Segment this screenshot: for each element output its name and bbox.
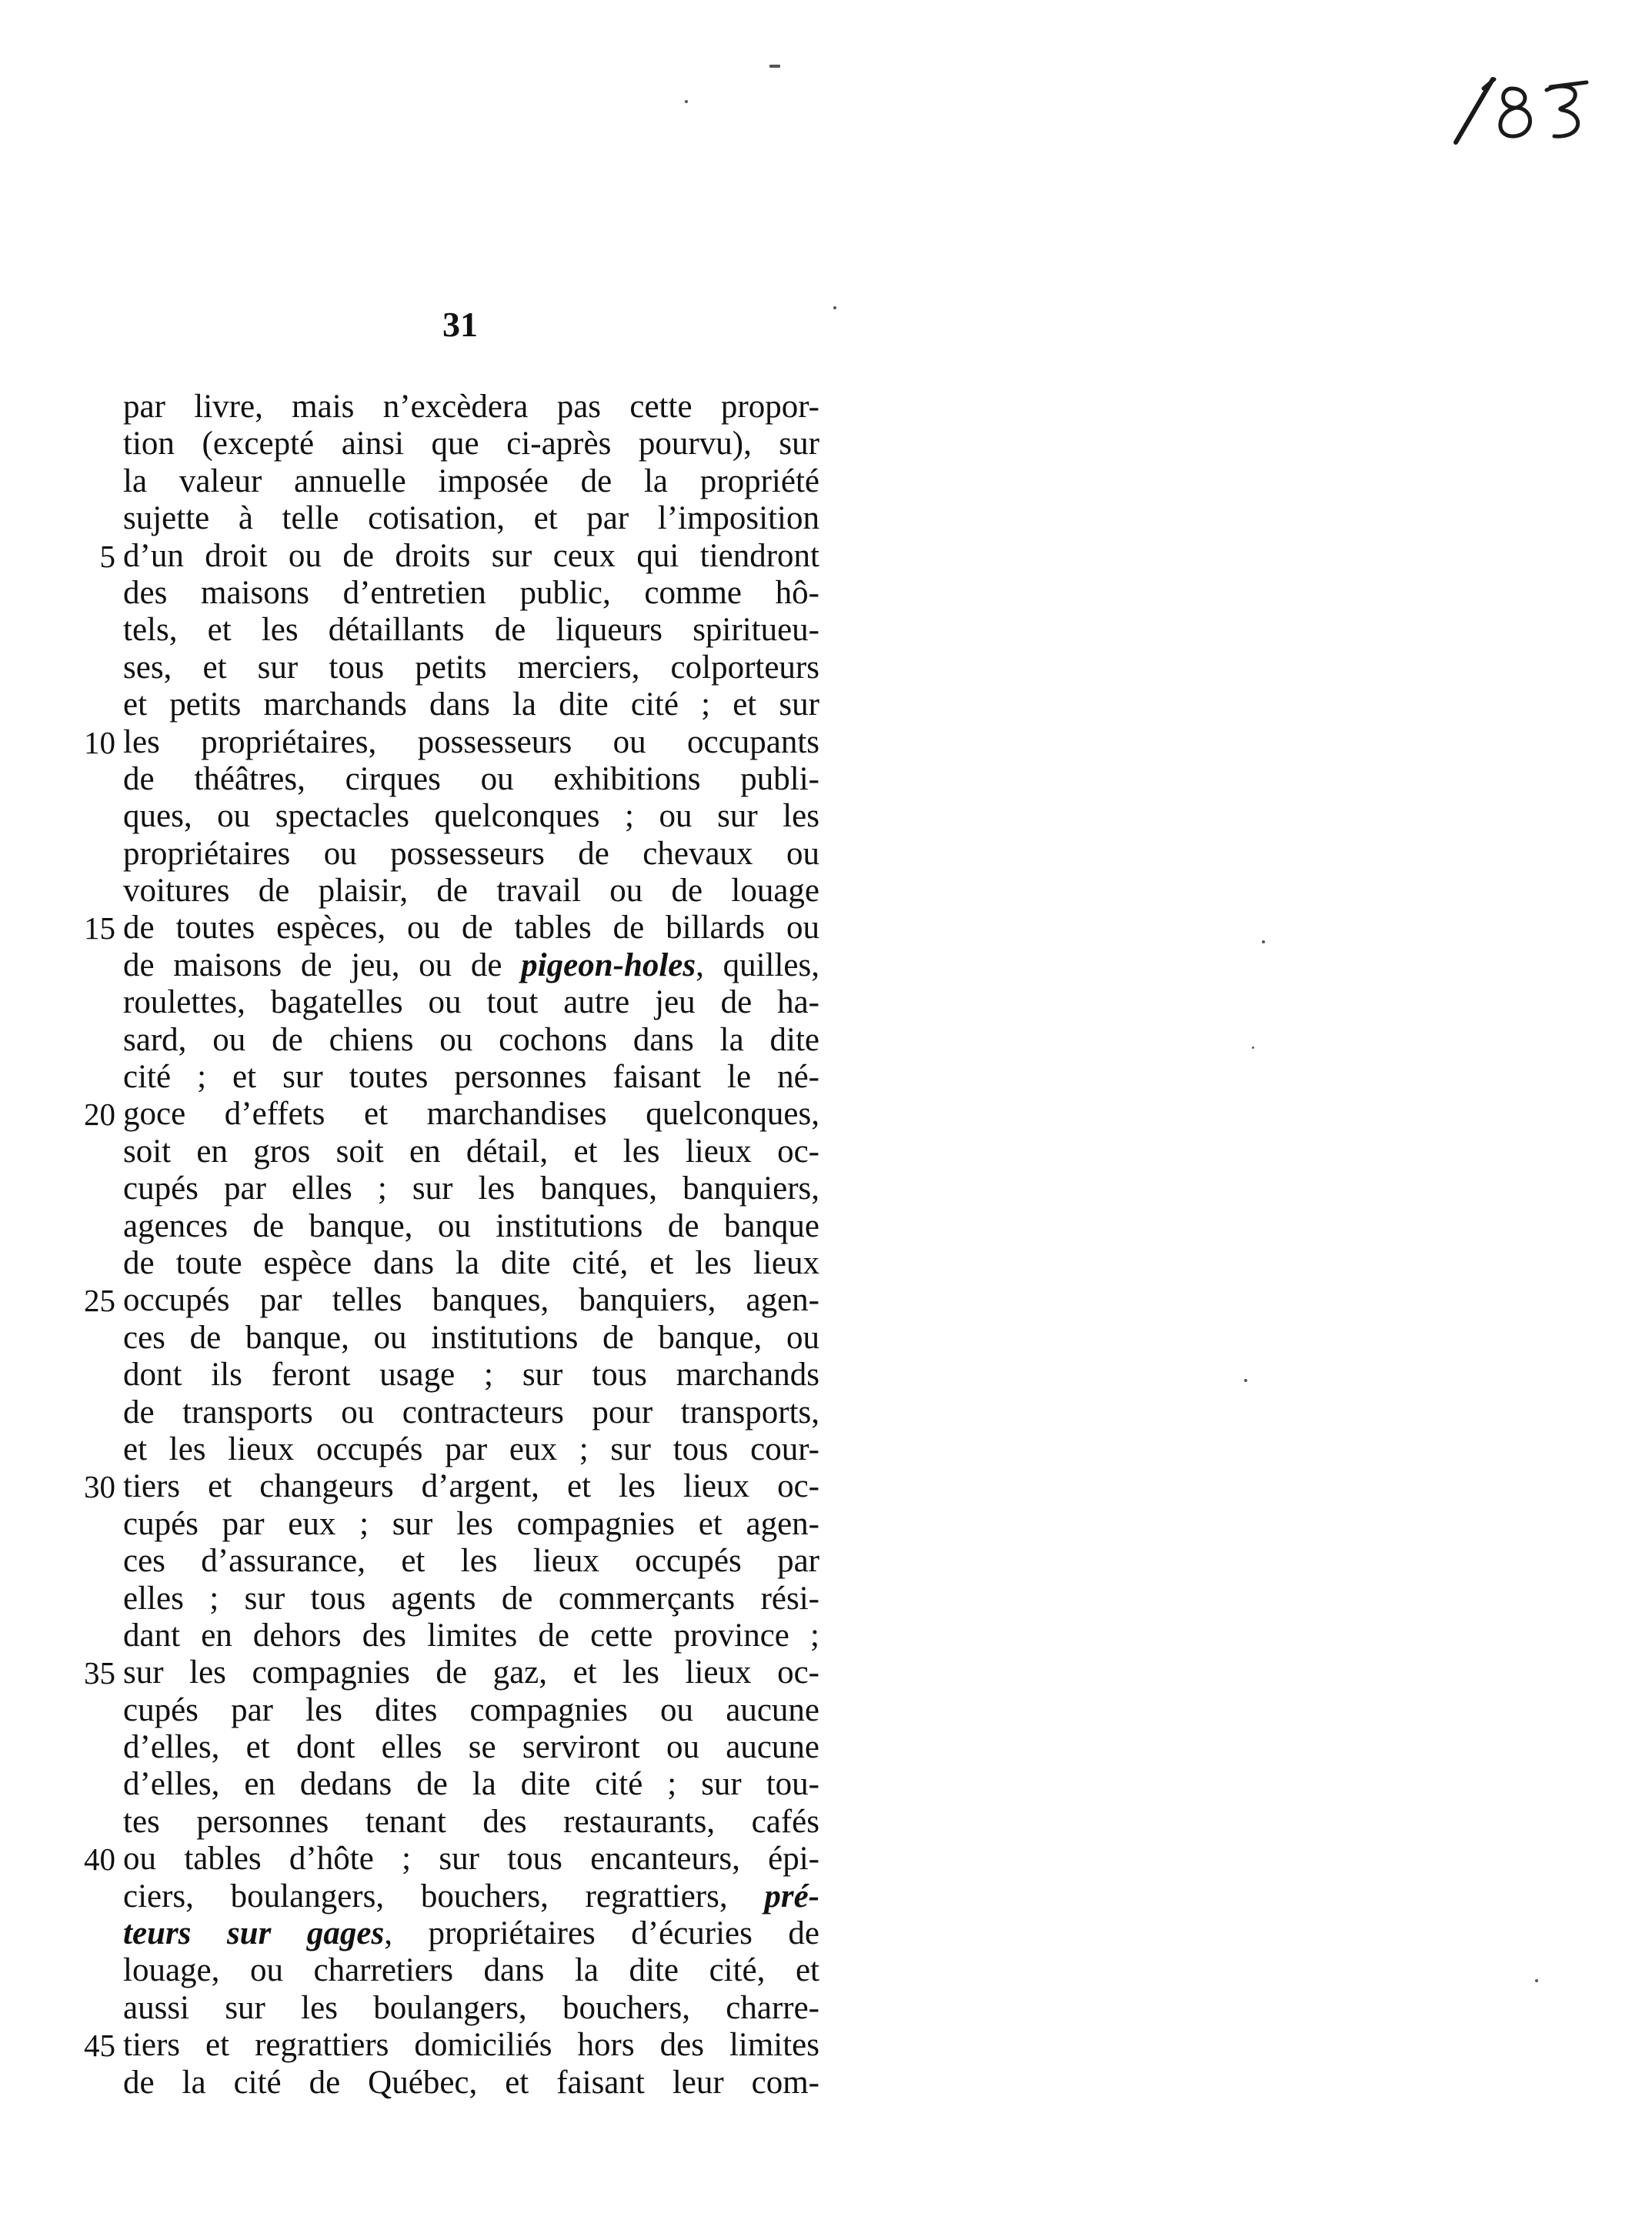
line-text: propriétaires ou possesseurs de chevaux ou: [123, 835, 819, 872]
line-text: [123, 1915, 819, 1952]
text-line: [123, 649, 819, 686]
line-text-segment: ciers, boulangers, bouchers, regrattiers,: [123, 1878, 765, 1915]
line-number: 40: [84, 1841, 115, 1878]
line-text: sur les compagnies de gaz, et les lieux oc-: [123, 1654, 819, 1691]
scan-speck: [1244, 1379, 1247, 1382]
text-line: [84, 2027, 819, 2064]
text-line: [123, 575, 819, 612]
scan-speck: [1252, 1047, 1254, 1049]
text-line: [123, 612, 819, 649]
line-text: dant en dehors des limites de cette province ;: [123, 1617, 819, 1654]
page-number: 31: [442, 305, 478, 344]
text-line: [123, 1990, 819, 2027]
line-number: 15: [84, 910, 115, 946]
text-line: [123, 836, 819, 873]
text-line: [123, 1543, 819, 1580]
text-line: [123, 1617, 819, 1654]
line-text: voitures de plaisir, de travail ou de louage: [123, 873, 819, 910]
line-text: aussi sur les boulangers, bouchers, charre-: [123, 1989, 819, 2026]
line-text: de transports ou contracteurs pour transports,: [123, 1394, 819, 1430]
line-text: sard, ou de chiens ou cochons dans la dite: [123, 1021, 819, 1058]
line-text: cupés par eux ; sur les compagnies et agen-: [123, 1505, 819, 1542]
line-text: de toutes espèces, ou de tables de billards ou: [123, 910, 819, 946]
line-text: tiers et changeurs d’argent, et les lieux oc-: [123, 1468, 819, 1505]
text-line: [123, 686, 819, 723]
line-text-segment: de maisons de jeu, ou de: [123, 946, 522, 983]
text-line: [123, 1357, 819, 1394]
line-text: et les lieux occupés par eux ; sur tous cour-: [123, 1430, 819, 1467]
text-line: [123, 1059, 819, 1096]
line-text: sujette à telle cotisation, et par l’imposition: [123, 500, 819, 537]
line-text: tion (excepté ainsi que ci-après pourvu), sur: [123, 426, 819, 462]
line-text: tels, et les détaillants de liqueurs spiritueu-: [123, 612, 819, 649]
line-text: goce d’effets et marchandises quelconques,: [123, 1096, 819, 1133]
text-line: [99, 537, 819, 575]
text-line: [123, 1208, 819, 1245]
text-line: [123, 463, 819, 500]
text-line: [123, 798, 819, 835]
line-text: occupés par telles banques, banquiers, agen-: [123, 1282, 819, 1319]
line-text: d’elles, et dont elles se serviront ou aucune: [123, 1729, 819, 1766]
text-line: [123, 947, 819, 984]
text-line: [123, 426, 819, 462]
line-text-segment: , propriétaires d’écuries de: [384, 1915, 819, 1952]
line-text: cupés par elles ; sur les banques, banquiers,: [123, 1170, 819, 1207]
text-line: [123, 1506, 819, 1543]
line-text: elles ; sur tous agents de commerçants rési-: [123, 1580, 819, 1617]
line-number: 45: [84, 2028, 115, 2064]
line-text-italic: pigeon-holes: [521, 946, 696, 983]
line-text: cupés par les dites compagnies ou aucune: [123, 1691, 819, 1728]
line-text-segment: ou tables d’hôte ; sur tous encanteurs, épi-: [123, 1841, 819, 1878]
text-line: [123, 1581, 819, 1617]
line-text: ques, ou spectacles quelconques ; ou sur les: [123, 798, 819, 835]
line-text: de toute espèce dans la dite cité, et les lieux: [123, 1244, 819, 1281]
text-line: [123, 500, 819, 537]
line-text: roulettes, bagatelles ou tout autre jeu de ha-: [123, 984, 819, 1021]
text-line: [123, 1394, 819, 1431]
line-number: 25: [84, 1283, 115, 1319]
line-text: [123, 1841, 819, 1878]
line-text: ces d’assurance, et les lieux occupés par: [123, 1543, 819, 1580]
line-text: [123, 947, 819, 984]
line-text: la valeur annuelle imposée de la propriété: [123, 462, 819, 499]
text-line: [123, 761, 819, 798]
line-text: louage, ou charretiers dans la dite cité, et: [123, 1952, 819, 1989]
text-line: [123, 1915, 819, 1952]
line-number: 35: [84, 1655, 115, 1691]
scan-speck: [1535, 1979, 1538, 1982]
text-line: [84, 1282, 819, 1319]
body-text: [84, 389, 819, 2101]
text-line: [123, 1766, 819, 1803]
line-text: ces de banque, ou institutions de banque, ou: [123, 1319, 819, 1356]
line-text: ses, et sur tous petits merciers, colporteurs: [123, 649, 819, 686]
text-line: [123, 1170, 819, 1207]
scan-speck: [833, 306, 836, 309]
line-text: agences de banque, ou institutions de banque: [123, 1207, 819, 1244]
text-line: [84, 1841, 819, 1878]
text-line: [123, 2065, 819, 2101]
line-text: dont ils feront usage ; sur tous marchands: [123, 1357, 819, 1394]
text-line: [84, 1468, 819, 1505]
text-line: [123, 984, 819, 1021]
line-number: 20: [84, 1097, 115, 1133]
scan-speck: [685, 100, 688, 103]
scan-speck: [1262, 940, 1265, 943]
text-line: [123, 1804, 819, 1841]
line-text: cité ; et sur toutes personnes faisant le né-: [123, 1059, 819, 1096]
line-text: les propriétaires, possesseurs ou occupants: [123, 723, 819, 760]
text-line: [84, 723, 819, 761]
text-line: [84, 910, 819, 946]
line-text: de la cité de Québec, et faisant leur com-: [123, 2064, 819, 2101]
line-text: des maisons d’entretien public, comme hô-: [123, 574, 819, 611]
line-text: d’un droit ou de droits sur ceux qui tiendront: [123, 537, 819, 574]
text-line: [123, 1245, 819, 1282]
handwritten-folio-number: [1439, 65, 1600, 150]
line-text: [123, 1878, 819, 1915]
text-line: [123, 1133, 819, 1170]
line-number: 10: [84, 724, 115, 760]
line-text-italic: teurs sur gages: [123, 1915, 385, 1952]
line-text: soit en gros soit en détail, et les lieux oc-: [123, 1133, 819, 1170]
text-line: [84, 1096, 819, 1133]
text-line: [123, 1878, 819, 1915]
line-text: de théâtres, cirques ou exhibitions publi-: [123, 760, 819, 797]
text-line: [84, 1654, 819, 1691]
line-text: tiers et regrattiers domiciliés hors des limites: [123, 2027, 819, 2064]
line-text: et petits marchands dans la dite cité ; et sur: [123, 686, 819, 723]
text-line: [123, 1431, 819, 1468]
text-line: [123, 1729, 819, 1766]
text-line: [123, 1022, 819, 1059]
text-line: [123, 1320, 819, 1357]
line-text-segment: , quilles,: [696, 946, 819, 983]
text-line: [123, 389, 819, 426]
line-text: par livre, mais n’excèdera pas cette propor-: [123, 389, 819, 425]
line-text: d’elles, en dedans de la dite cité ; sur tou-: [123, 1766, 819, 1803]
text-line: [123, 1952, 819, 1989]
line-number: 5: [99, 538, 115, 574]
scan-speck: [769, 65, 780, 68]
text-line: [123, 873, 819, 910]
text-line: [123, 1692, 819, 1729]
line-text-italic: pré-: [764, 1878, 819, 1915]
line-text: tes personnes tenant des restaurants, cafés: [123, 1803, 819, 1840]
line-number: 30: [84, 1469, 115, 1505]
